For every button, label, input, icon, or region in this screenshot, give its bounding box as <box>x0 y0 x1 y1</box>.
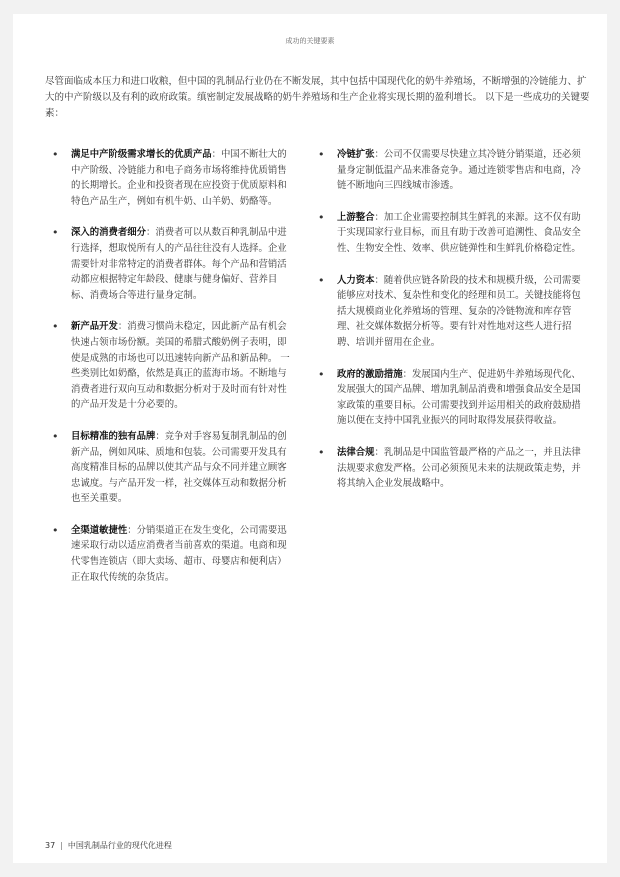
bullet-icon: • <box>318 148 325 161</box>
item-body: ：竞争对手容易复制乳制品的创新产品，例如风味、质地和包装。公司需要开发具有高度精准目标的品牌以使其产品与众不同并建立顾客忠诚度。与产品开发一样，社交媒体互动和数据分析也至关重要。 <box>71 430 287 505</box>
bullet-icon: • <box>52 523 59 537</box>
bullet-icon: • <box>52 429 59 443</box>
item-body: ：分销渠道正在发生变化，公司需要迅速采取行动以适应消费者当前喜欢的渠道。电商和现代零售连锁店（即大卖场、超市、母婴店和便利店）正在取代传统的杂货店。 <box>71 524 287 583</box>
footer-separator: | <box>60 841 63 850</box>
list-item <box>316 367 584 429</box>
item-title: 政府的激励措施 <box>337 368 403 380</box>
bullet-icon: • <box>52 320 59 334</box>
list-item <box>316 273 584 351</box>
page-number: 37 <box>45 841 56 850</box>
item-body: ：中国不断壮大的中产阶级、冷链能力和电子商务市场将维持优质销售的长期增长。企业和投资者现在应投资于优质原料和特色产品生产，例如有机牛奶、山羊奶、奶酪等。 <box>71 149 287 207</box>
document-page <box>13 14 607 863</box>
report-title: 中国乳制品行业的现代化进程 <box>67 841 172 850</box>
bullet-icon: • <box>318 445 325 459</box>
list-item <box>316 210 584 257</box>
bullet-icon: • <box>318 273 325 287</box>
bullet-icon: • <box>52 148 59 161</box>
right-bullet-list <box>316 147 584 508</box>
item-title: 新产品开发 <box>71 321 118 333</box>
left-bullet-list <box>50 147 295 601</box>
item-body: ：随着供应链各阶段的技术和规模升级，公司需要能够应对技术、复杂性和变化的经理和员工。关键技能将包括大规模商业化养殖场的管理、复杂的冷链物流和库存管理、社交媒体数据分析等。要有针对性地对这些人进行招聘、培训并留用在企业。 <box>337 274 581 348</box>
list-item <box>316 445 584 492</box>
item-title: 目标精准的独有品牌 <box>71 430 156 442</box>
section-header: 成功的关键要素 <box>285 37 335 45</box>
list-item <box>50 225 295 303</box>
item-title: 满足中产阶级需求增长的优质产品 <box>71 149 212 160</box>
list-item <box>50 523 295 585</box>
item-title: 人力资本 <box>337 274 375 286</box>
item-title: 冷链扩张 <box>337 149 375 160</box>
item-body: ：加工企业需要控制其生鲜乳的来源。这不仅有助于实现国家行业目标，而且有助于改善可追溯性、食品安全性、生物安全性、效率、供应链弹性和生鲜乳价格稳定性。 <box>337 211 581 254</box>
list-item <box>50 429 295 507</box>
bullet-icon: • <box>52 226 59 240</box>
item-body: ：公司不仅需要尽快建立其冷链分销渠道，还必须量身定制低温产品来准备竞争。通过连锁零售店和电商，冷链不断地向三四线城市渗透。 <box>337 149 581 192</box>
list-item <box>50 319 295 413</box>
bullet-icon: • <box>318 210 325 224</box>
item-title: 法律合规 <box>337 446 375 458</box>
item-title: 深入的消费者细分 <box>71 227 147 239</box>
page-footer <box>45 840 172 851</box>
item-body: ：发展国内生产、促进奶牛养殖场现代化、发展强大的国产品牌、增加乳制品消费和增强食品安全是国家政策的重要目标。公司需要找到并运用相关的政府鼓励措施以便在支持中国乳业振兴的同时取得发展获得收益。 <box>337 368 581 427</box>
bullet-icon: • <box>318 367 325 381</box>
intro-paragraph: 尽管面临成本压力和进口收粮，但中国的乳制品行业仍在不断发展，其中包括中国现代化的奶牛养殖场，不断增强的冷链能力、扩大的中产阶级以及有利的政府政策。缜密制定发展战略的奶牛养殖场和生产企业将实现长期的盈利增长。 以下是一些成功的关键要素： <box>45 76 590 119</box>
item-title: 上游整合 <box>337 211 375 223</box>
list-item <box>50 147 295 209</box>
item-body: ：消费习惯尚未稳定，因此新产品有机会快速占领市场份额。美国的希腊式酸奶例子表明，即使是成熟的市场也可以迅速转向新产品和新品种。 一些类别比如奶酪，依然是真正的蓝海市场。不断地与消费者进行双向互动和数据分析对于及时而有针对性的产品开发是十分必要的。 <box>71 321 290 411</box>
item-body: ：消费者可以从数百种乳制品中进行选择，想取悦所有人的产品往往没有人选择。企业需要针对非常特定的消费者群体。每个产品和营销活动都应根据特定年龄段、健康与健身偏好、营养目标、消费场合等进行量身定制。 <box>71 227 287 301</box>
item-title: 全渠道敏捷性 <box>71 524 128 536</box>
item-body: ：乳制品是中国监管最严格的产品之一，并且法律法规要求愈发严格。公司必须预见未来的法规政策走势，并将其纳入企业发展战略中。 <box>337 446 581 490</box>
list-item <box>316 147 584 194</box>
